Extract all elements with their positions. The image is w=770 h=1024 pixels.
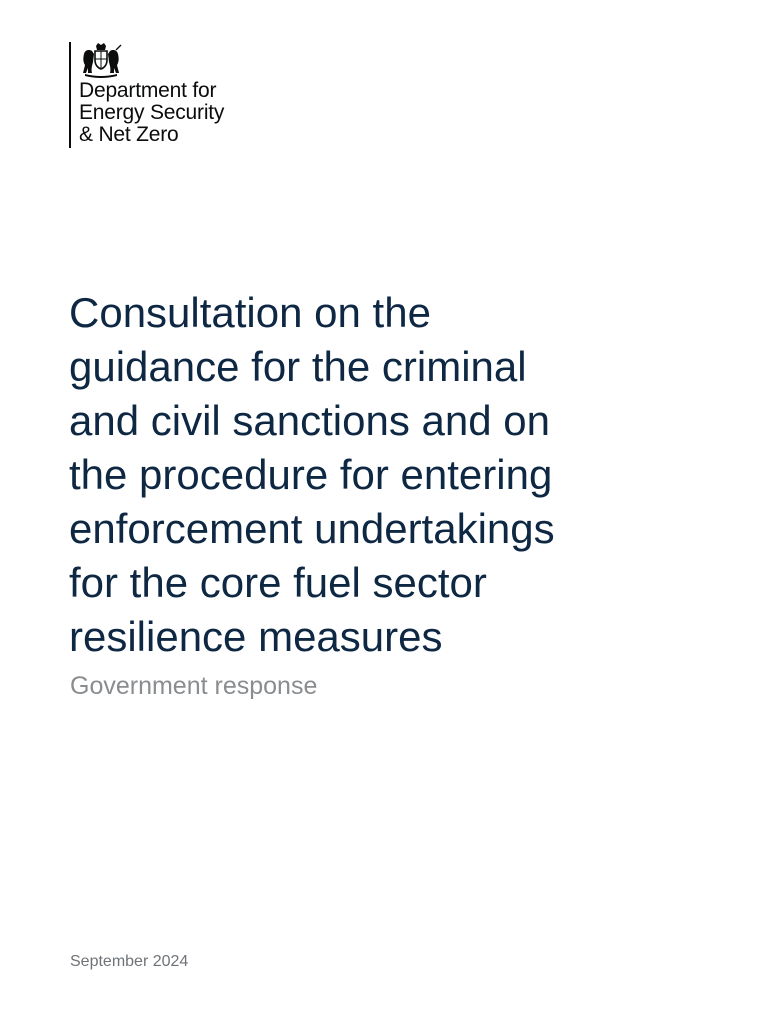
title-line: for the core fuel sector [69, 559, 487, 606]
title-line: Consultation on the [69, 289, 431, 336]
department-name-line: & Net Zero [79, 123, 179, 146]
department-logo [69, 42, 269, 150]
department-name [79, 80, 224, 146]
royal-crest-icon [79, 42, 123, 78]
publication-date: September 2024 [70, 953, 189, 970]
document-title [69, 286, 749, 664]
title-line: enforcement undertakings [69, 505, 555, 552]
title-line: resilience measures [69, 613, 443, 660]
title-line: and civil sanctions and on [69, 397, 550, 444]
department-name-line: Energy Security [79, 101, 225, 124]
title-line: the procedure for entering [69, 451, 553, 498]
department-name-line: Department for [79, 79, 217, 102]
document-subtitle: Government response [70, 672, 318, 700]
logo-divider [69, 42, 71, 148]
title-line: guidance for the criminal [69, 343, 527, 390]
